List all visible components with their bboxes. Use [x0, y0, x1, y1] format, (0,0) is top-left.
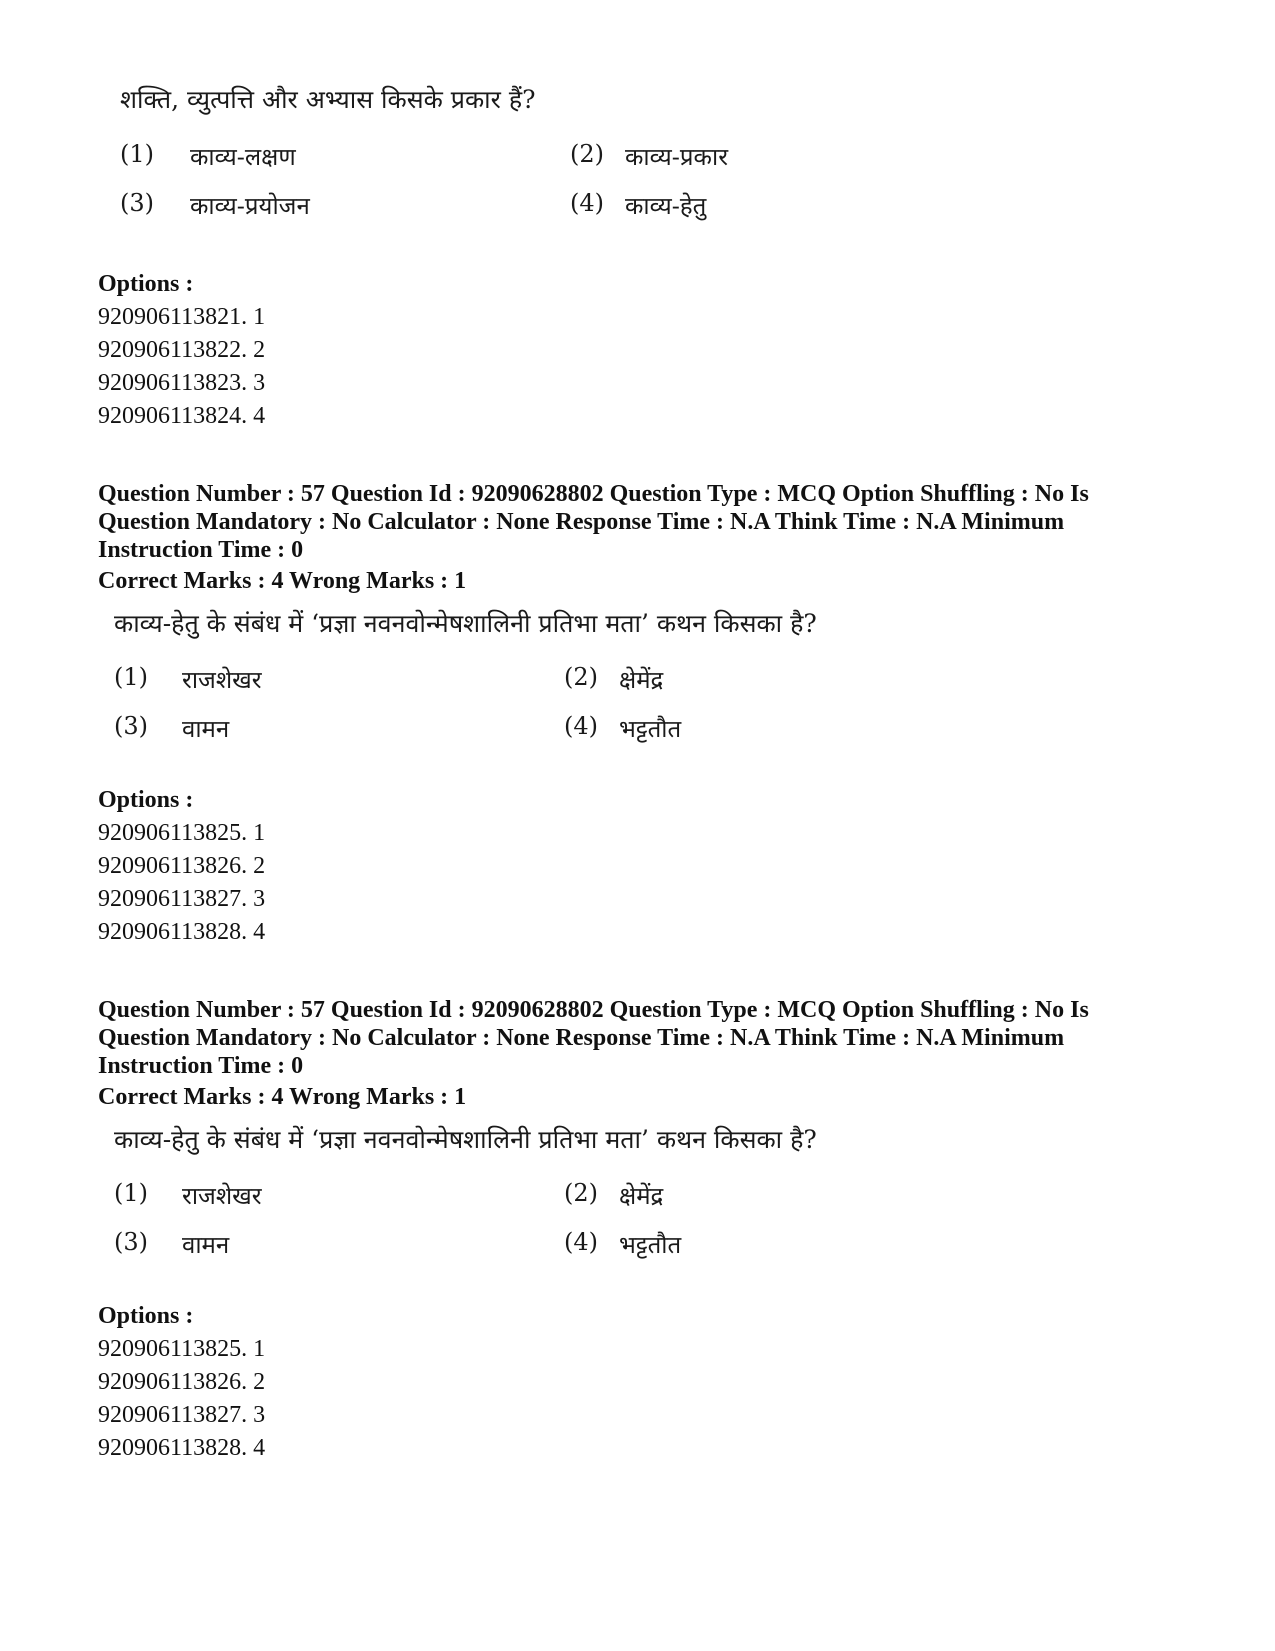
question-text: काव्य-हेतु के संबंध में ‘प्रज्ञा नवनवोन्मेषशालिनी प्रतिभा मता’ कथन किसका है?	[114, 1125, 817, 1154]
option-id: 920906113828. 4	[98, 919, 266, 945]
options-label: Options :	[98, 787, 194, 813]
choice-text: भट्टतौत	[619, 715, 682, 743]
option-id: 920906113827. 3	[98, 886, 266, 912]
question-meta	[98, 480, 1198, 564]
choice-number: (4)	[564, 712, 598, 740]
option-id: 920906113825. 1	[98, 1336, 266, 1362]
marks-line: Correct Marks : 4 Wrong Marks : 1	[98, 568, 467, 594]
question-meta	[98, 996, 1198, 1080]
choice-number: (1)	[114, 1179, 148, 1207]
meta-line: Question Mandatory : No Calculator : None Response Time : N.A Think Time : N.A Minimum	[98, 509, 1065, 535]
meta-line: Question Number : 57 Question Id : 92090628802 Question Type : MCQ Option Shuffling : No Is	[98, 997, 1089, 1023]
meta-line: Instruction Time : 0	[98, 537, 304, 563]
option-id: 920906113825. 1	[98, 820, 266, 846]
choice-number: (2)	[564, 1179, 598, 1207]
option-id: 920906113827. 3	[98, 1402, 266, 1428]
option-id: 920906113822. 2	[98, 337, 266, 363]
meta-line: Question Mandatory : No Calculator : None Response Time : N.A Think Time : N.A Minimum	[98, 1025, 1065, 1051]
meta-line: Question Number : 57 Question Id : 92090628802 Question Type : MCQ Option Shuffling : No Is	[98, 481, 1089, 507]
choice-number: (1)	[114, 663, 148, 691]
choice-number: (2)	[564, 663, 598, 691]
question-text: काव्य-हेतु के संबंध में ‘प्रज्ञा नवनवोन्मेषशालिनी प्रतिभा मता’ कथन किसका है?	[114, 609, 817, 638]
choice-number: (4)	[570, 189, 604, 217]
choice-text: काव्य-प्रयोजन	[190, 192, 310, 220]
choice-number: (3)	[114, 712, 148, 740]
options-label: Options :	[98, 271, 194, 297]
choice-number: (4)	[564, 1228, 598, 1256]
marks-line: Correct Marks : 4 Wrong Marks : 1	[98, 1084, 467, 1110]
option-id: 920906113826. 2	[98, 853, 266, 879]
choice-text: वामन	[182, 715, 230, 743]
option-id: 920906113826. 2	[98, 1369, 266, 1395]
choice-text: भट्टतौत	[619, 1231, 682, 1259]
question-text: शक्ति, व्युत्पत्ति और अभ्यास किसके प्रकार हैं?	[120, 85, 536, 114]
choice-text: वामन	[182, 1231, 230, 1259]
choice-text: काव्य-हेतु	[625, 192, 707, 220]
choice-text: काव्य-लक्षण	[190, 143, 296, 171]
option-id: 920906113823. 3	[98, 370, 266, 396]
option-id: 920906113821. 1	[98, 304, 266, 330]
choice-text: काव्य-प्रकार	[625, 143, 729, 171]
choice-text: राजशेखर	[182, 1182, 262, 1210]
choice-number: (3)	[120, 189, 154, 217]
choice-number: (1)	[120, 140, 154, 168]
meta-line: Instruction Time : 0	[98, 1053, 304, 1079]
choice-text: क्षेमेंद्र	[619, 1182, 664, 1210]
option-id: 920906113824. 4	[98, 403, 266, 429]
choice-text: क्षेमेंद्र	[619, 666, 664, 694]
choice-number: (3)	[114, 1228, 148, 1256]
choice-text: राजशेखर	[182, 666, 262, 694]
choice-number: (2)	[570, 140, 604, 168]
option-id: 920906113828. 4	[98, 1435, 266, 1461]
options-label: Options :	[98, 1303, 194, 1329]
